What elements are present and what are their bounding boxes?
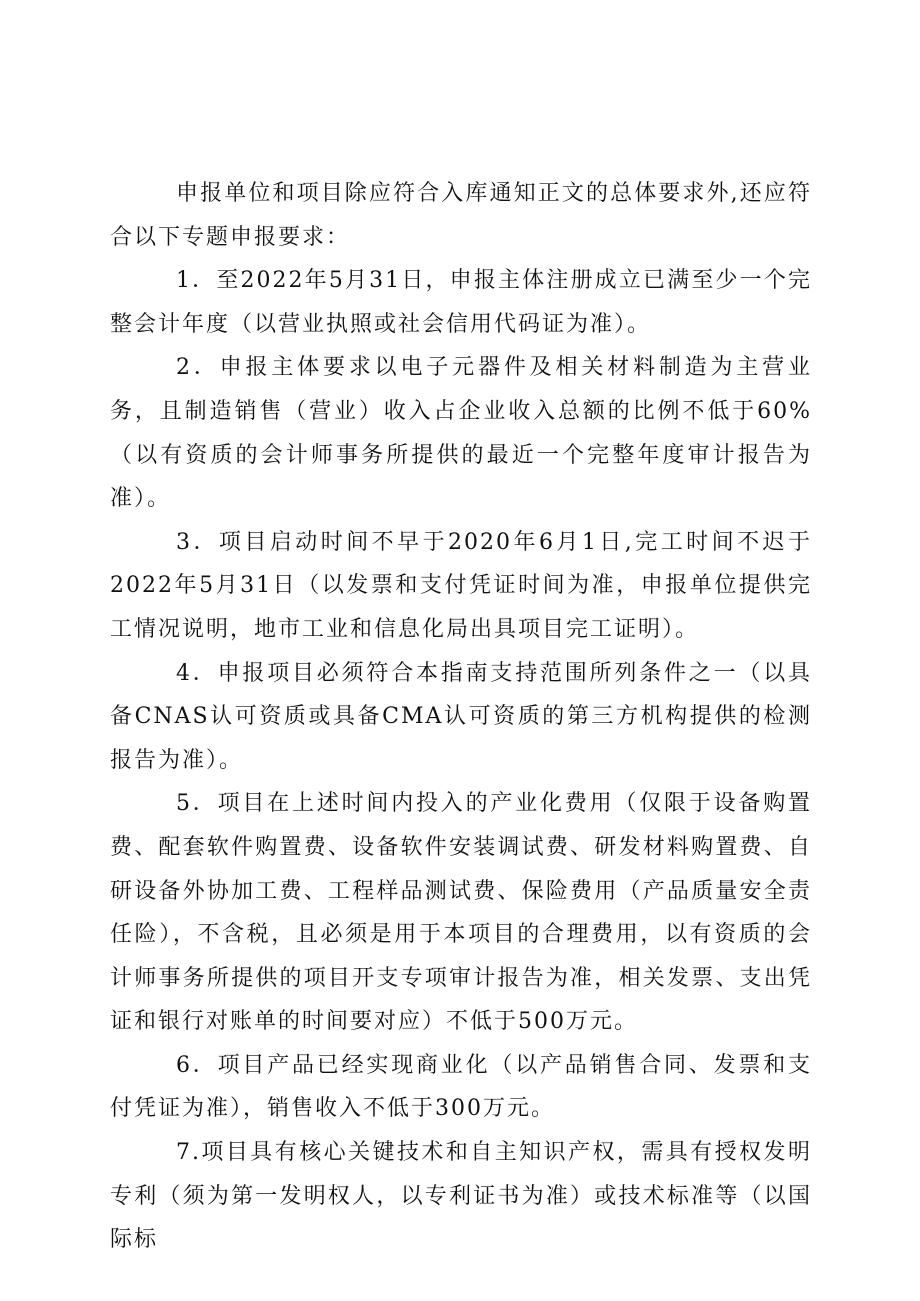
paragraph-requirement-5: 5．项目在上述时间内投入的产业化费用（仅限于设备购置费、配套软件购置费、设备软件安装调试费、研发材料购置费、自研设备外协加工费、工程样品测试费、保险费用（产品质量安全责任险），不含税，且必须是用于本项目的合理费用，以有资质的会计师事务所提供的项目开支专项审计报告为准，相关发票、支出凭证和银行对账单的时间要对应）不低于500万元。 xyxy=(110,791,812,1035)
document-body xyxy=(110,172,812,1262)
paragraph-requirement-4: 4．申报项目必须符合本指南支持范围所列条件之一（以具备CNAS认可资质或具备CMA认可资质的第三方机构提供的检测报告为准）。 xyxy=(110,660,812,773)
paragraph-requirement-1: 1．至2022年5月31日，申报主体注册成立已满至少一个完整会计年度（以营业执照或社会信用代码证为准）。 xyxy=(110,268,812,337)
paragraph-intro: 申报单位和项目除应符合入库通知正文的总体要求外,还应符合以下专题申报要求： xyxy=(110,181,812,250)
paragraph-requirement-3: 3．项目启动时间不早于2020年6月1日,完工时间不迟于2022年5月31日（以发票和支付凭证时间为准，申报单位提供完工情况说明，地市工业和信息化局出具项目完工证明）。 xyxy=(110,529,812,642)
paragraph-requirement-2: 2．申报主体要求以电子元器件及相关材料制造为主营业务，且制造销售（营业）收入占企业收入总额的比例不低于60%（以有资质的会计师事务所提供的最近一个完整年度审计报告为准）。 xyxy=(110,355,812,512)
paragraph-requirement-7: 7.项目具有核心关键技术和自主知识产权，需具有授权发明专利（须为第一发明权人，以专利证书为准）或技术标准等（以国际标 xyxy=(110,1140,812,1253)
paragraph-requirement-6: 6．项目产品已经实现商业化（以产品销售合同、发票和支付凭证为准），销售收入不低于300万元。 xyxy=(110,1052,812,1122)
